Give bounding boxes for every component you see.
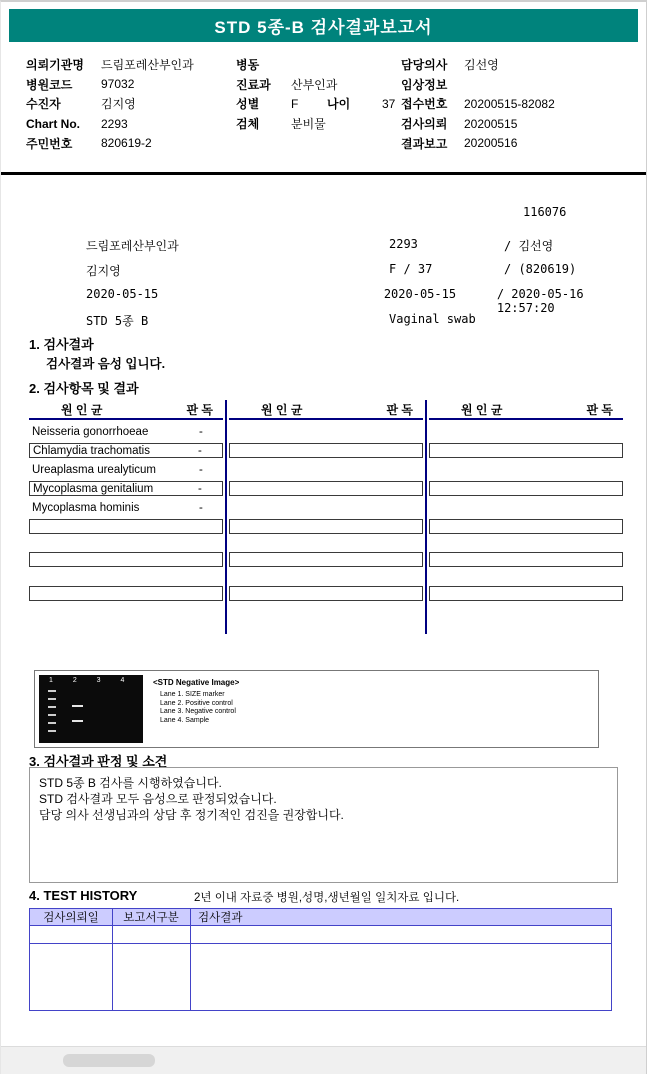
result-row	[429, 481, 623, 496]
section1-heading: 1. 검사결과	[29, 337, 94, 352]
patient-field-row	[236, 55, 395, 75]
patient-header-left-column	[26, 55, 194, 153]
history-column-header: 검사의뢰일	[43, 912, 99, 924]
gel-band	[72, 720, 83, 722]
gel-size-marker	[48, 690, 56, 738]
result-row	[29, 443, 223, 458]
result-table-header	[29, 400, 223, 420]
column-separator	[425, 400, 427, 634]
field-label: 나이	[327, 97, 351, 112]
column-separator	[225, 400, 227, 634]
gel-legend-line: Lane 4. Sample	[160, 716, 210, 724]
field-label: 주민번호	[26, 136, 73, 151]
report-info-cell: 김지영	[86, 264, 121, 278]
history-row-separator	[30, 943, 611, 944]
gel-legend	[160, 691, 236, 725]
patient-header	[1, 50, 646, 172]
result-row	[29, 500, 223, 515]
field-value: 2293	[101, 116, 128, 131]
result-row	[29, 424, 223, 439]
report-info-row	[1, 262, 646, 287]
report-info-cell: / 김선영	[504, 239, 554, 253]
gel-caption: <STD Negative Image>	[153, 678, 240, 687]
field-value: 김지영	[101, 97, 136, 112]
report-info-cell: / 2020-05-16 12:57:20	[496, 287, 584, 315]
opinion-line: STD 5종 B 검사를 시행하였습니다.	[39, 776, 222, 790]
field-value: 20200516	[464, 136, 518, 151]
organism-name: Mycoplasma genitalium	[33, 482, 154, 495]
section4-heading: 4. TEST HISTORY	[29, 888, 138, 903]
section3-heading: 3. 검사결과 판정 및 소견	[29, 754, 168, 769]
field-value: 김선영	[464, 58, 499, 73]
gel-image-box	[34, 670, 599, 748]
field-value: 드림포레산부인과	[101, 58, 194, 73]
result-row	[29, 462, 223, 477]
report-info-cell: 2293	[389, 237, 418, 251]
gel-legend-line: Lane 3. Negative control	[160, 708, 236, 715]
patient-field-row	[401, 75, 555, 95]
report-document	[1, 175, 646, 1048]
field-label: 검체	[236, 117, 260, 132]
patient-field-row	[236, 75, 395, 95]
empty-result-row	[229, 519, 423, 534]
history-table-header	[30, 909, 611, 926]
column-header-organism: 원 인 균	[261, 402, 303, 417]
result-row	[229, 481, 423, 496]
report-title: STD 5종-B 검사결과보고서	[214, 18, 433, 37]
report-info-block	[1, 237, 646, 337]
patient-field-row	[401, 133, 555, 153]
organism-result: -	[198, 444, 202, 457]
field-label: 병원코드	[26, 77, 73, 92]
field-value: 산부인과	[291, 77, 338, 92]
report-info-cell: 2020-05-15	[86, 287, 159, 301]
organism-name: Neisseria gonorrhoeae	[32, 425, 149, 438]
field-label: 접수번호	[401, 97, 448, 112]
field-label: 결과보고	[401, 136, 448, 151]
organism-name: Chlamydia trachomatis	[33, 444, 150, 457]
result-table-header	[229, 400, 423, 420]
report-info-row	[1, 237, 646, 262]
section4	[29, 887, 619, 905]
patient-field-row	[401, 55, 555, 75]
patient-field-row	[26, 94, 194, 114]
field-label: 병동	[236, 58, 260, 73]
horizontal-scrollbar-thumb[interactable]	[63, 1054, 155, 1067]
column-header-result: 판 독	[586, 402, 613, 417]
organism-result: -	[199, 501, 203, 514]
field-label: 수진자	[26, 97, 61, 112]
patient-header-middle-column	[236, 55, 395, 133]
report-info-row	[1, 287, 646, 315]
result-table	[29, 400, 623, 634]
opinion-box	[29, 767, 618, 883]
patient-field-row	[236, 114, 395, 134]
field-value: 20200515-82082	[464, 96, 555, 111]
patient-field-row	[26, 75, 194, 95]
report-info-cell: F / 37	[389, 262, 433, 276]
opinion-line: 담당 의사 선생님과의 상담 후 정기적인 검진을 권장합니다.	[39, 808, 344, 822]
empty-result-row	[429, 586, 623, 601]
gel-band	[72, 705, 83, 707]
result-table-header	[429, 400, 623, 420]
report-info-cell: STD 5종 B	[86, 314, 149, 328]
report-info-cell: 드림포레산부인과	[86, 239, 179, 253]
empty-result-row	[29, 519, 223, 534]
result-table-column	[429, 400, 623, 634]
field-value: F	[291, 96, 299, 111]
patient-field-row	[236, 94, 395, 114]
report-info-cell: 2020-05-15	[383, 287, 457, 301]
field-label: 검사의뢰	[401, 117, 448, 132]
history-column-separator	[112, 909, 113, 1010]
patient-field-row	[401, 94, 555, 114]
field-value: 97032	[101, 77, 135, 92]
column-header-result: 판 독	[386, 402, 413, 417]
field-label: 의뢰기관명	[26, 58, 84, 73]
result-row	[29, 481, 223, 496]
organism-result: -	[199, 463, 203, 476]
empty-result-row	[29, 552, 223, 567]
gel-lane-numbers: 1 2 3 4	[49, 677, 134, 684]
gel-legend-line: Lane 2. Positive control	[160, 699, 233, 707]
section1-result-text: 검사결과 음성 입니다.	[46, 357, 166, 371]
column-header-organism: 원 인 균	[61, 402, 103, 417]
history-column-header: 검사결과	[198, 912, 243, 924]
patient-field-row	[26, 133, 194, 153]
patient-header-right-column	[401, 55, 555, 153]
empty-result-row	[29, 586, 223, 601]
field-value: 820619-2	[101, 136, 152, 151]
field-label: Chart No.	[26, 116, 80, 131]
report-title-bar	[9, 9, 638, 42]
result-row	[429, 443, 623, 458]
patient-field-row	[26, 114, 194, 134]
section4-note: 2년 이내 자료중 병원,성명,생년월일 일치자료 입니다.	[194, 892, 460, 904]
opinion-line: STD 검사결과 모두 음성으로 판정되었습니다.	[39, 792, 277, 806]
result-table-column	[29, 400, 223, 634]
doc-number: 116076	[523, 205, 567, 219]
field-value: 20200515	[464, 116, 518, 131]
field-value: 37	[382, 96, 396, 111]
organism-name: Ureaplasma urealyticum	[32, 463, 156, 476]
field-label: 임상정보	[401, 77, 448, 92]
empty-result-row	[429, 519, 623, 534]
organism-result: -	[198, 482, 202, 495]
gel-legend-line: Lane 1. SIZE marker	[160, 691, 225, 698]
organism-name: Mycoplasma hominis	[32, 501, 140, 514]
report-info-row	[1, 312, 646, 337]
organism-result: -	[199, 425, 203, 438]
field-label: 담당의사	[401, 58, 448, 73]
result-table-column	[229, 400, 423, 634]
column-header-result: 판 독	[186, 402, 213, 417]
report-info-cell: Vaginal swab	[389, 312, 476, 326]
field-label: 진료과	[236, 77, 271, 92]
section2-heading: 2. 검사항목 및 결과	[29, 381, 139, 396]
empty-result-row	[229, 586, 423, 601]
field-label: 성별	[236, 97, 260, 112]
horizontal-scrollbar-track[interactable]	[1, 1046, 646, 1074]
empty-result-row	[229, 552, 423, 567]
gel-image	[39, 675, 143, 743]
column-header-organism: 원 인 균	[461, 402, 503, 417]
result-row	[229, 443, 423, 458]
patient-field-row	[401, 114, 555, 134]
empty-result-row	[429, 552, 623, 567]
patient-field-row	[26, 55, 194, 75]
history-column-header: 보고서구분	[123, 912, 179, 924]
field-value: 분비물	[291, 117, 326, 132]
report-info-cell: / (820619)	[504, 262, 577, 276]
history-column-separator	[190, 909, 191, 1010]
test-history-table	[29, 908, 612, 1011]
